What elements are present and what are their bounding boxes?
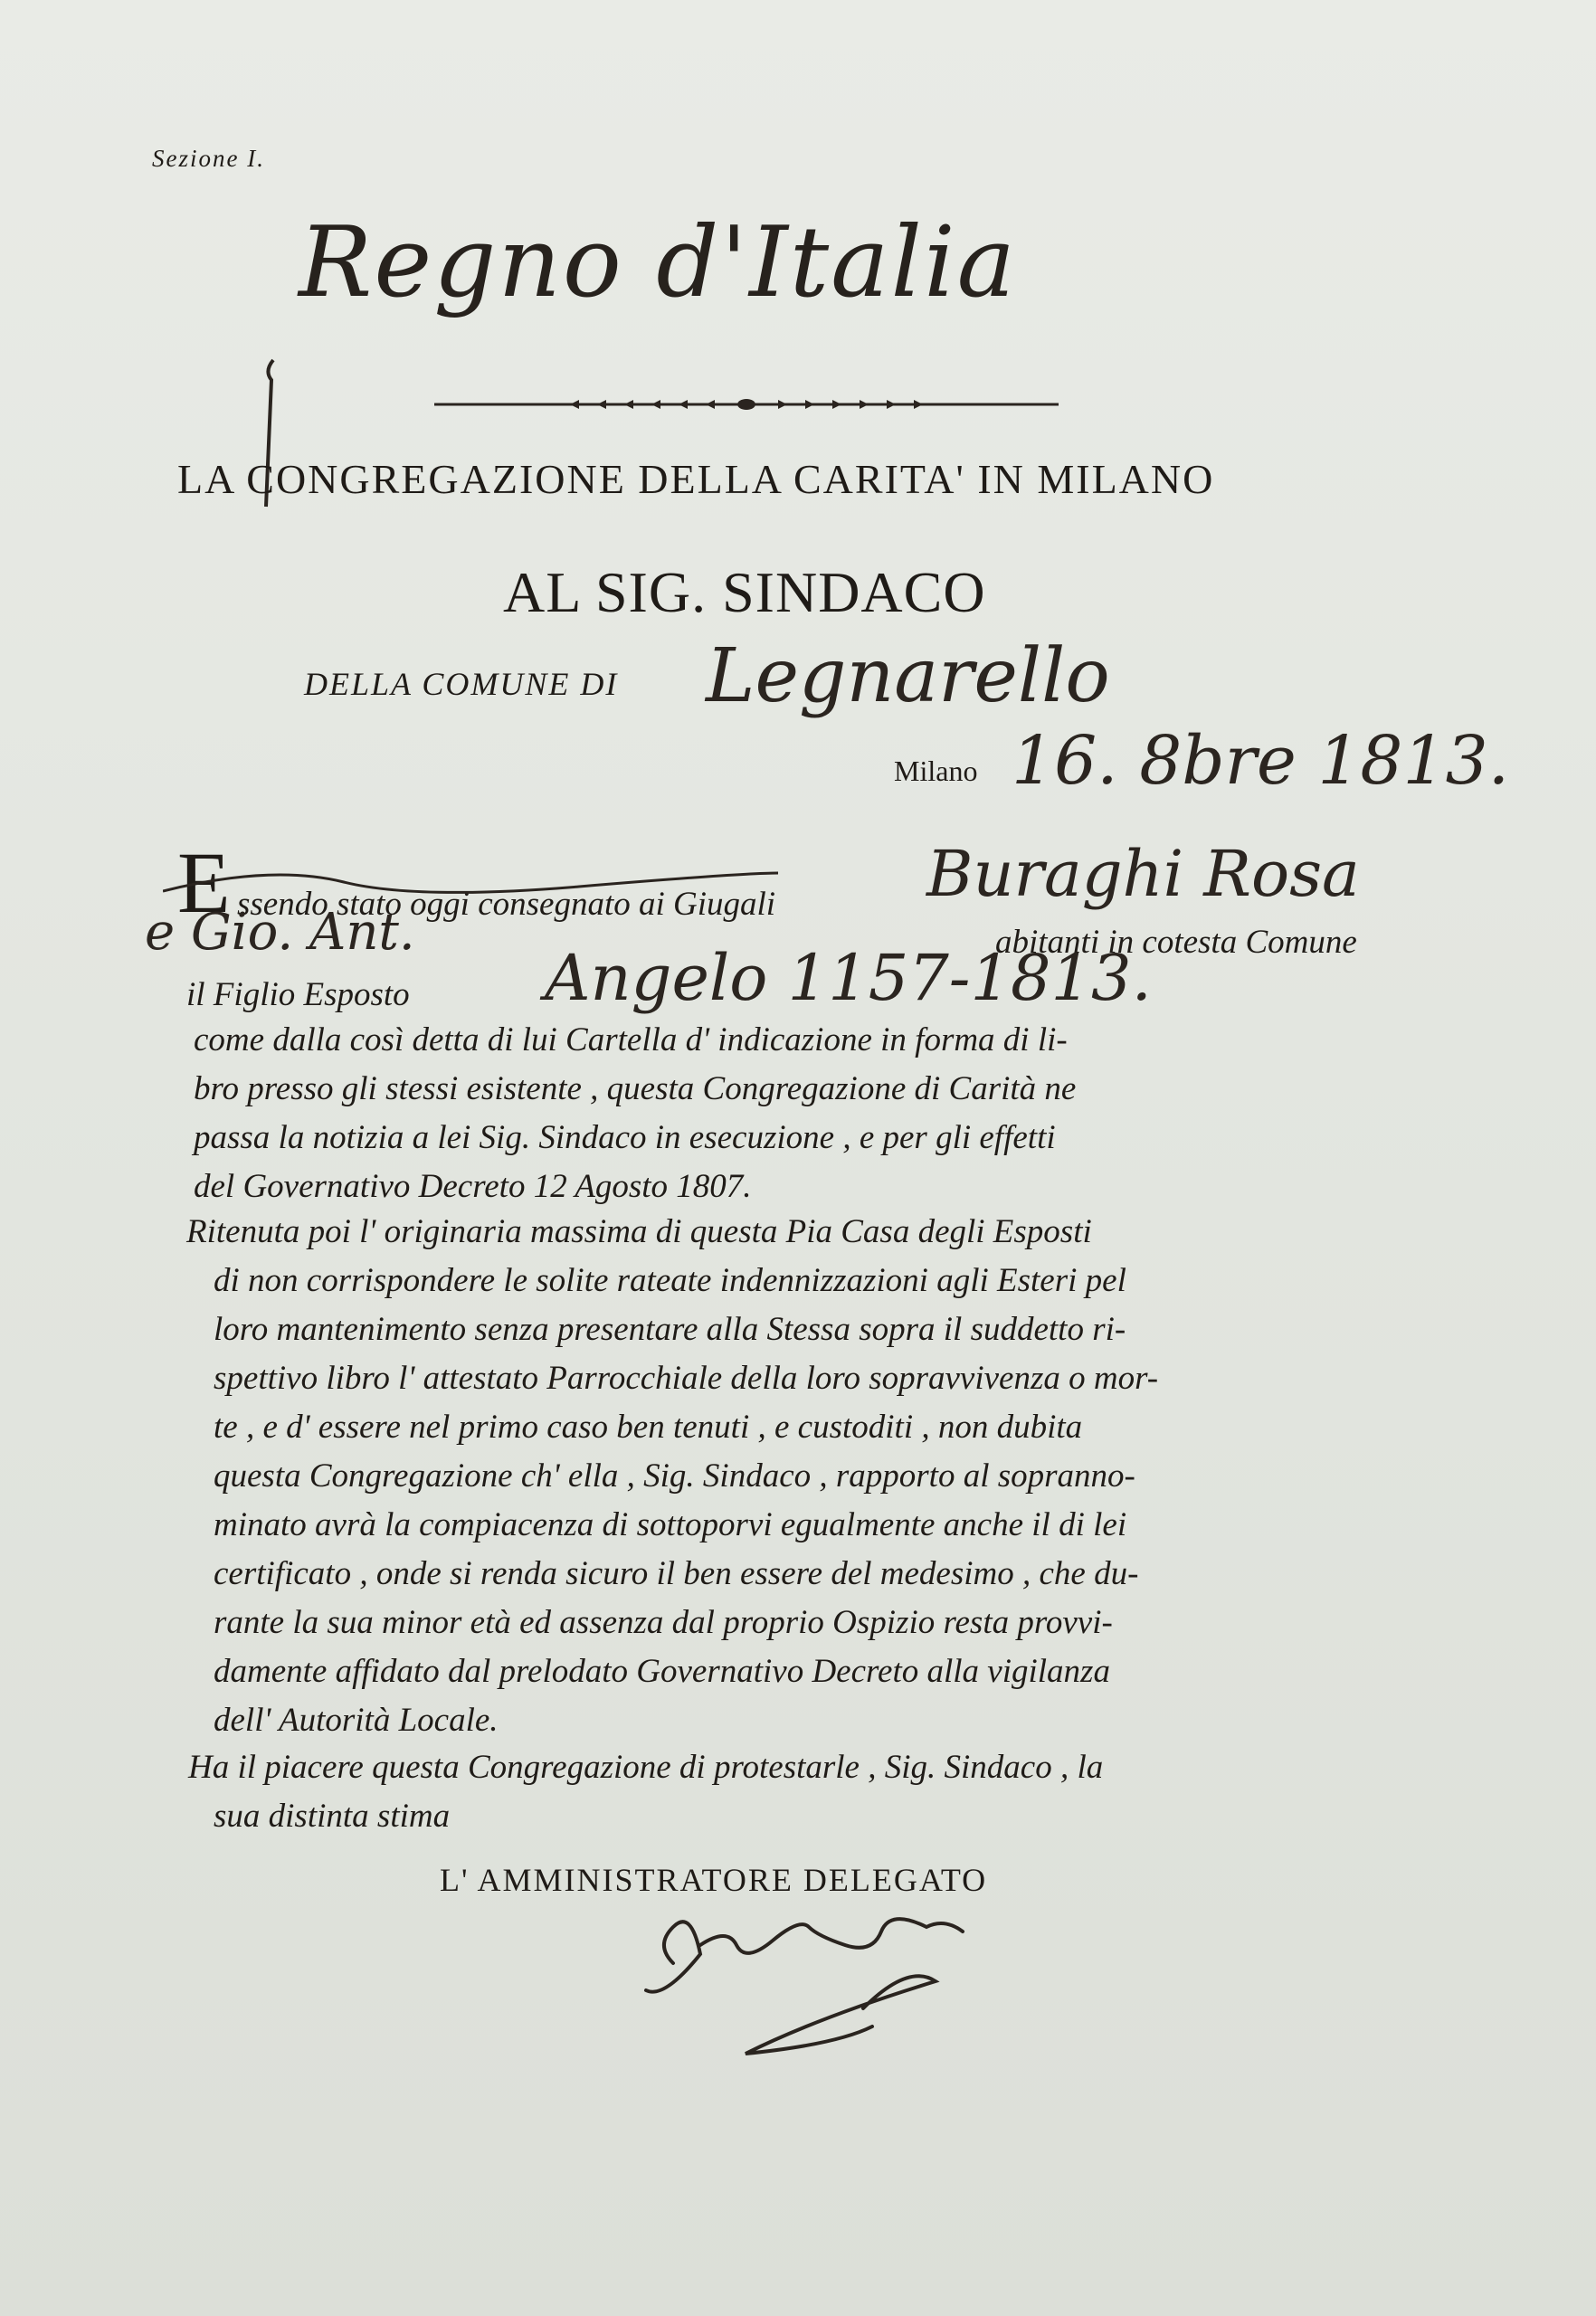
ink-stroke [163,855,778,936]
body-line-2: abitanti in cotesta Comune [995,924,1357,961]
body-text-line: come dalla così detta di lui Cartella d' indicazione in forma di li- [194,1021,1068,1058]
drop-initial: E [177,834,231,931]
signature [637,1891,981,2072]
body-text-line: Ha il piacere questa Congregazione di protestarle , Sig. Sindaco , la [188,1749,1104,1786]
date-handwritten: 16. 8bre 1813. [1012,722,1510,800]
given-names-handwritten: e Gio. Ant. [145,903,415,962]
body-line-1: ssendo stato oggi consegnato ai Giugali [237,886,776,923]
body-text-line: passa la notizia a lei Sig. Sindaco in esecuzione , e per gli effetti [194,1119,1056,1156]
surname-handwritten: Buraghi Rosa [926,837,1360,911]
body-text-line: del Governativo Decreto 12 Agosto 1807. [194,1168,752,1205]
body-text-line: bro presso gli stessi esistente , questa Congregazione di Carità ne [194,1070,1077,1107]
body-text-line: Ritenuta poi l' originaria massima di questa Pia Casa degli Esposti [186,1213,1092,1250]
body-text-line: dell' Autorità Locale. [214,1702,499,1739]
place-label: Milano [894,755,978,787]
section-label: Sezione I. [152,145,265,172]
kingdom-title: Regno d'Italia [299,206,1018,319]
body-line-3: il Figlio Esposto [186,976,410,1013]
body-text-line: rante la sua minor età ed assenza dal proprio Ospizio resta provvi- [214,1604,1113,1641]
child-name-handwritten: Angelo 1157-1813. [545,941,1152,1015]
commune-name-handwritten: Legnarello [706,633,1110,719]
body-text-line: loro mantenimento senza presentare alla Stessa sopra il suddetto ri- [214,1311,1126,1348]
body-text-line: damente affidato dal prelodato Governativo Decreto alla vigilanza [214,1653,1110,1690]
delegate-title: L' AMMINISTRATORE DELEGATO [440,1862,988,1898]
ornamental-rule [434,391,1059,418]
body-text-line: te , e d' essere nel primo caso ben tenuti , e custoditi , non dubita [214,1409,1083,1446]
body-text-line: sua distinta stima [214,1798,451,1835]
body-text-line: certificato , onde si renda sicuro il ben essere del medesimo , che du- [214,1555,1139,1592]
commune-prefix: DELLA COMUNE DI [304,666,619,702]
body-text-line: questa Congregazione ch' ella , Sig. Sindaco , rapporto al sopranno- [214,1457,1135,1495]
body-text-line: minato avrà la compiacenza di sottoporvi egualmente anche il di lei [214,1506,1127,1543]
body-text-line: di non corrispondere le solite rateate indennizzazioni agli Esteri pel [214,1262,1126,1299]
addressee-heading: AL SIG. SINDACO [503,560,986,624]
body-text-line: spettivo libro l' attestato Parrocchiale della loro sopravvivenza o mor- [214,1360,1159,1397]
congregation-heading: LA CONGREGAZIONE DELLA CARITA' IN MILANO [177,456,1215,502]
